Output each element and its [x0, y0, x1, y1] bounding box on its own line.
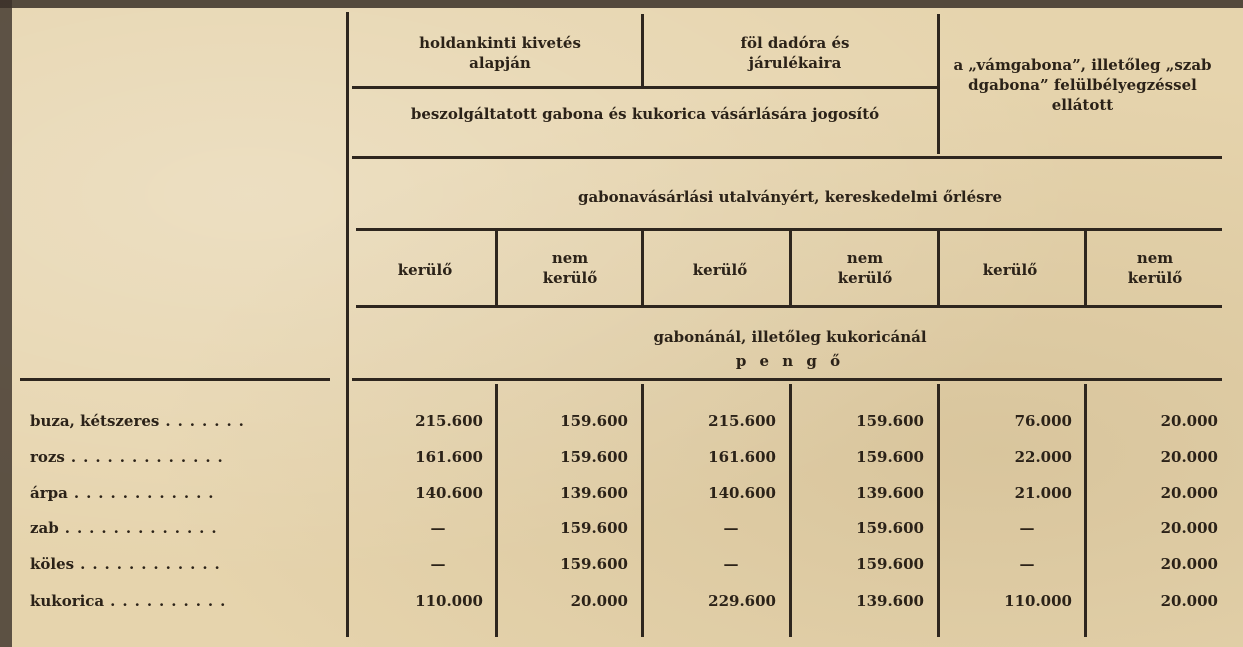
top-border [0, 0, 1243, 8]
table-cell: 215.600 [415, 412, 483, 430]
divider-body-col-5 [1084, 384, 1087, 637]
row-label-text: kukorica [30, 592, 105, 610]
leader-dots: ....... [165, 412, 251, 430]
leader-dots: ............. [70, 448, 230, 466]
table-cell: — [1019, 555, 1035, 573]
row-label-buza [30, 410, 330, 432]
header-group1: holdankinti kivetés alapján [419, 34, 581, 72]
row-label-text: zab [30, 519, 59, 537]
table-cell: 159.600 [856, 519, 924, 537]
row-label-text: köles [30, 555, 75, 573]
table-cell: 159.600 [856, 412, 924, 430]
divider-group2-group3 [937, 14, 940, 154]
table-cell: 161.600 [415, 448, 483, 466]
unit-line-1: gabonánál, illetőleg kukoricánál [653, 328, 927, 346]
row-label-zab [30, 517, 330, 539]
table-cell: — [1019, 519, 1035, 537]
table-cell: 20.000 [1160, 448, 1218, 466]
row-label-kukorica [30, 590, 330, 612]
row-label-text: rozs [30, 448, 65, 466]
table-cell: 20.000 [1160, 484, 1218, 502]
leader-dots: ............ [80, 555, 227, 573]
table-cell: 159.600 [560, 412, 628, 430]
divider-col-3 [789, 230, 792, 305]
row-label-arpa [30, 482, 330, 504]
col-header-1: kerülő [397, 261, 453, 279]
table-cell: 159.600 [856, 448, 924, 466]
header-group3: a „vámgabona”, illetőleg „szab dgabona” felülbélyegzéssel ellátott [953, 56, 1212, 114]
table-cell: 215.600 [708, 412, 776, 430]
table-cell: 20.000 [570, 592, 628, 610]
col-header-6: nem kerülő [1127, 249, 1183, 287]
divider-cols-unit [356, 305, 1222, 308]
divider-body-col-4 [937, 384, 940, 637]
table-cell: — [430, 555, 446, 573]
table-cell: 21.000 [1014, 484, 1072, 502]
table-cell: 20.000 [1160, 555, 1218, 573]
table-cell: 76.000 [1014, 412, 1072, 430]
table-cell: 139.600 [856, 484, 924, 502]
col-header-5: kerülő [982, 261, 1038, 279]
table-cell: 161.600 [708, 448, 776, 466]
divider-header-body-left [20, 378, 330, 381]
table-cell: 139.600 [560, 484, 628, 502]
divider-body-col-1 [495, 384, 498, 637]
table-cell: 20.000 [1160, 592, 1218, 610]
table-cell: — [723, 555, 739, 573]
table-cell: 20.000 [1160, 519, 1218, 537]
divider-col-4 [937, 230, 940, 305]
unit-line-2: p e n g ő [735, 352, 845, 370]
col-header-4: nem kerülő [837, 249, 893, 287]
divider-body-col-2 [641, 384, 644, 637]
row-label-text: buza, kétszeres [30, 412, 160, 430]
divider-col-5 [1084, 230, 1087, 305]
table-cell: 110.000 [1004, 592, 1072, 610]
table-cell: 159.600 [560, 448, 628, 466]
table-cell: — [723, 519, 739, 537]
row-label-rozs [30, 446, 330, 468]
left-border [0, 0, 12, 647]
row-label-koles [30, 553, 330, 575]
table-cell: 22.000 [1014, 448, 1072, 466]
header-sub12: beszolgáltatott gabona és kukorica vásárlására jogosító [410, 105, 880, 123]
divider-col-2 [641, 230, 644, 305]
col-header-3: kerülő [692, 261, 748, 279]
header-group2: föl dadóra és járulékaira [740, 34, 850, 72]
table-cell: 139.600 [856, 592, 924, 610]
header-wide: gabonavásárlási utalványért, kereskedelmi őrlésre [577, 188, 1003, 206]
table-cell: 110.000 [415, 592, 483, 610]
divider-group1-group2 [641, 14, 644, 86]
divider-col-1 [495, 230, 498, 305]
divider-group-sub [352, 86, 937, 89]
divider-sub-wide [352, 156, 1222, 159]
divider-header-body [352, 378, 1222, 381]
table-cell: 140.600 [415, 484, 483, 502]
leader-dots: ............ [73, 484, 221, 502]
table-cell: 159.600 [856, 555, 924, 573]
leader-dots: ............. [64, 519, 224, 537]
divider-label-column [346, 12, 349, 637]
col-header-2: nem kerülő [542, 249, 598, 287]
table-cell: — [430, 519, 446, 537]
table-cell: 229.600 [708, 592, 776, 610]
table-cell: 20.000 [1160, 412, 1218, 430]
table-cell: 159.600 [560, 519, 628, 537]
table-cell: 140.600 [708, 484, 776, 502]
row-label-text: árpa [30, 484, 68, 502]
divider-body-col-3 [789, 384, 792, 637]
table-cell: 159.600 [560, 555, 628, 573]
leader-dots: .......... [110, 592, 233, 610]
